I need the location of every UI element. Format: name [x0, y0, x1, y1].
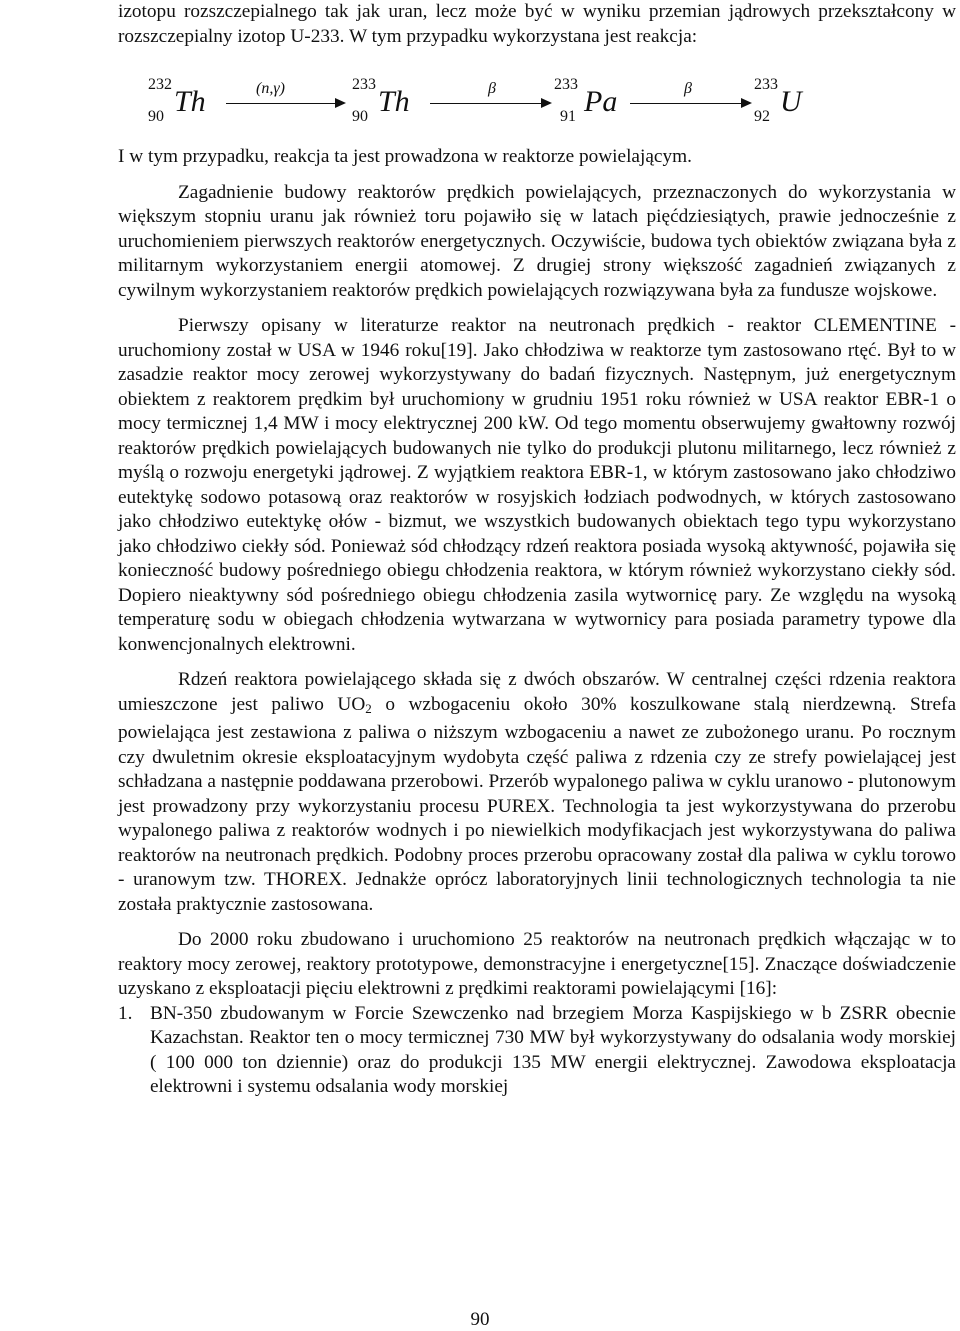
element-symbol: Th — [174, 85, 206, 118]
element-symbol: U — [780, 85, 802, 118]
atomic-number: 90 — [148, 108, 164, 125]
arrow-label-beta: β — [488, 80, 496, 97]
nuclear-reaction-equation — [118, 67, 956, 139]
paragraph-reactor-core — [118, 668, 956, 917]
element-symbol: Pa — [584, 85, 618, 118]
power-plants-list — [118, 1002, 956, 1100]
paragraph-fast-reactors-history: Zagadnienie budowy reaktorów prędkich powielających, przeznaczonych do wykorzystania w większym stopniu uranu jak również toru pojawiło się w latach pięćdziesiątych, prawie jednocześnie z uruchomieniem pierwszych reaktorów energetycznych. Oczywiście, budowa tych obiektów związana była z militarnym wykorzystaniem energii atomowej. Z drugiej strony większość zagadnień związanych z cywilnym wykorzystaniem reaktorów prędkich powielających rozwiązywana była za fundusze wojskowe. — [118, 181, 956, 301]
paragraph-clementine: Pierwszy opisany w literaturze reaktor na neutronach prędkich - reaktor CLEMENTINE - uruchomiony został w USA w 1946 roku[19]. Jako chłodziwa w reaktorze tym zastosowano rtęć. Był to w zasadzie reaktor mocy zerowej wykorzystywany do badań fizycznych. Następnym, już energetycznym obiektem z reaktorem prędkim był uruchomiony w grudniu 1951 roku również w USA reaktor EBR-1 o mocy termicznej 1,4 MW i mocy elektrycznej 200 kW. Od tego momentu obserwujemy gwałtowny rozwój reaktorów prędkich powielających budowanych nie tylko do produkcji plutonu militarnego, lecz również z myślą o rozwoju energetyki jądrowej. Z wyjątkiem reaktora EBR-1, w którym zastosowano jako chłodziwo eutektykę sodowo potasową oraz reaktorów w rosyjskich łodziach podwodnych, w których zastosowano jako chłodziwo eutektykę ołów - bizmut, we wszystkich budowanych obiektach tego typu wykorzystano jako chłodziwo ciekły sód. Ponieważ sód chłodzący rdzeń reaktora posiada wysoką aktywność, pojawiła się konieczność budowy pośredniego obiegu chłodzenia reaktora, w którym również wykorzystano ciekły sód. Dopiero nieaktywny sód pośredniego obiegu chłodzenia zasila wytwornicę pary. Ze względu na wysoką temperaturę sodu w obiegach chłodzenia wytwarzana w wytwornicy para posiada parametry typowe dla konwencjonalnych elektrowni. — [118, 315, 956, 655]
paragraph-reaction-note: I w tym przypadku, reakcja ta jest prowadzona w reaktorze powielającym. — [118, 146, 692, 167]
arrow-label-n-gamma: (n,γ) — [256, 80, 285, 97]
list-item-number: 1. — [118, 1002, 133, 1024]
core-text-part-1: Rdzeń reaktora powielającego składa się z dwóch obszarów. W centralnej części rdzenia reaktora umieszczone jest paliwo UO — [118, 669, 956, 715]
reaction-arrow-icon — [226, 103, 344, 104]
reaction-arrow-icon — [430, 103, 550, 104]
mass-number: 232 — [148, 76, 172, 93]
atomic-number: 90 — [352, 108, 368, 125]
mass-number: 233 — [754, 76, 778, 93]
intro-paragraph: izotopu rozszczepialnego tak jak uran, lecz może być w wyniku przemian jądrowych przekształcony w rozszczepialny izotop U-233. W tym przypadku wykorzystana jest reakcja: — [118, 1, 956, 47]
element-symbol: Th — [378, 85, 410, 118]
arrow-label-beta: β — [684, 80, 692, 97]
subscript-2: 2 — [365, 700, 372, 716]
reaction-arrow-icon — [630, 103, 750, 104]
document-page — [118, 0, 956, 1100]
atomic-number: 92 — [754, 108, 770, 125]
atomic-number: 91 — [560, 108, 576, 125]
list-item-text: BN-350 zbudowanym w Forcie Szewczenko nad brzegiem Morza Kaspijskiego w b ZSRR obecnie Kazachstan. Reaktor ten o mocy termicznej 730 MW był wykorzystywany do odsalania wody morskiej ( 100 000 ton dziennie) oraz do produkcji 135 MW energii elektrycznej. Zawodowa eksploatacja elektrowni i systemu odsalania wody morskiej — [150, 1002, 956, 1097]
mass-number: 233 — [554, 76, 578, 93]
list-item — [118, 1002, 956, 1100]
mass-number: 233 — [352, 76, 376, 93]
core-text-part-2: o wzbogaceniu około 30% koszulkowane stalą nierdzewną. Strefa powielająca jest zestawiona z paliwa o niższym wzbogaceniu a nawet ze zubożonego uranu. Po rocznym czy dwuletnim okresie eksploatacyjnym wydobyta część paliwa z rdzenia czy ze strefy powielającej jest schładzana a następnie poddawana przerobowi. Przerób wypalonego paliwa w cyklu uranowo - plutonowym jest prowadzony przy wykorzystaniu procesu PUREX. Technologia ta jest wykorzystywana do przerobu wypalonego paliwa z reaktorów wodnych i po niewielkich modyfikacjach jest wykorzystywana do paliwa reaktorów na neutronach prędkich. Podobny proces przerobu opracowany został dla paliwa w cyklu torowo - uranowym tzw. THOREX. Jednakże oprócz laboratoryjnych linii technologicznych technologia ta nie została praktycznie zastosowana. — [118, 693, 957, 915]
paragraph-reactors-2000: Do 2000 roku zbudowano i uruchomiono 25 reaktorów na neutronach prędkich włączając w to reaktory mocy zerowej, reaktory prototypowe, demonstracyjne i energetyczne[15]. Znaczące doświadczenie uzyskano z eksploatacji pięciu elektrowni z prędkimi reaktorami powielającymi [16]: — [118, 929, 956, 999]
page-number: 90 — [470, 1309, 490, 1330]
